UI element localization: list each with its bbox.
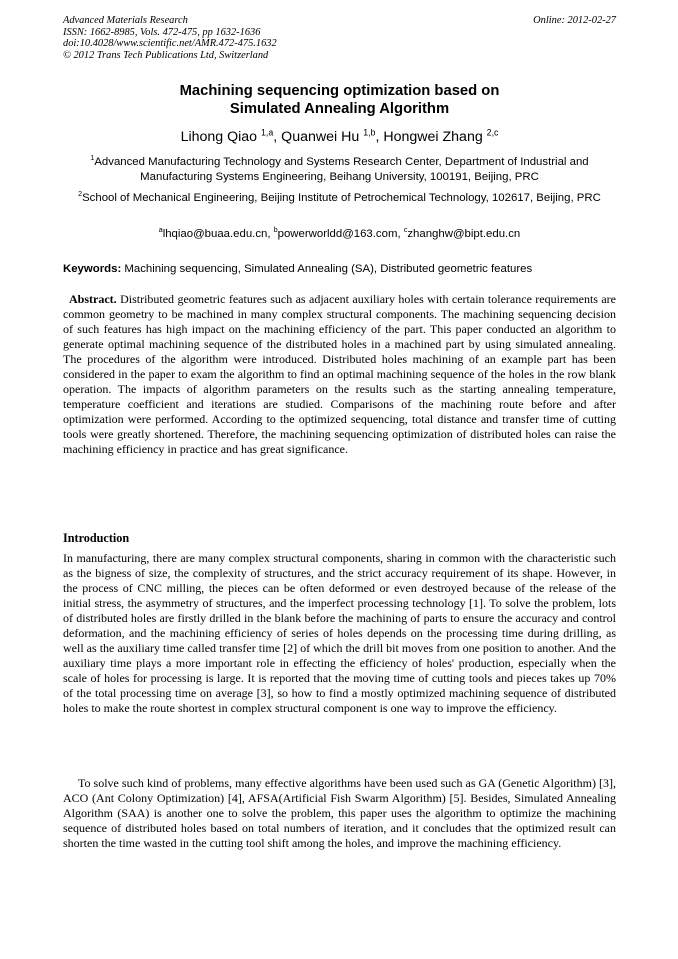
abstract-text: Distributed geometric features such as adjacent auxiliary holes with certain tolerance requirements are common geometry to be machined in many complex structural components. The machining sequencing decision of such features has high impact on the machining efficiency of the part. This paper conducted an algorithm to generate optimal machining sequence of the distributed holes in a machined part by using simulated annealing. The procedures of the algorithm were introduced. Distributed holes machining of an example part has been considered in the paper to exam the algorithm to find an optimal machining sequence of the holes in the row blank operation. The impacts of algorithm parameters on the results such as the starting annealing temperature, temperature coefficient and iterations are studied. Comparisons of the machining route before and after optimization were performed. According to the optimized sequencing, total distance and transfer time of cutting tools were greatly shortened. Therefore, the machining sequencing optimization of distributed holes can raise the machining efficiency in practice and has great significance. [63, 292, 616, 457]
author-affiliation-mark: 2,c [486, 127, 499, 138]
author-separator: , [375, 129, 380, 145]
journal-header [63, 15, 616, 61]
journal-copyright: © 2012 Trans Tech Publications Ltd, Switzerland [63, 49, 269, 61]
affiliation-text: Advanced Manufacturing Technology and Systems Research Center, Department of Industrial and Manufacturing Systems Engineering, Beihang University, 100191, Beijing, PRC [94, 156, 589, 184]
journal-name: Advanced Materials Research [63, 15, 188, 26]
author-name: Hongwei Zhang [383, 129, 483, 145]
author-emails [63, 227, 616, 242]
affiliation-1 [63, 155, 616, 185]
abstract [63, 292, 616, 458]
keywords-label: Keywords: [63, 263, 122, 275]
email-link[interactable]: zhanghw@bipt.edu.cn [407, 228, 521, 240]
section-heading-introduction: Introduction [63, 531, 130, 545]
journal-doi: doi:10.4028/www.scientific.net/AMR.472-475.1632 [63, 38, 277, 50]
email-mark: c [403, 227, 408, 235]
author-list [63, 128, 616, 146]
affiliation-text: School of Mechanical Engineering, Beijing Institute of Petrochemical Technology, 102617, Beijing, PRC [82, 192, 601, 204]
title-line-1: Machining sequencing optimization based on [179, 83, 500, 99]
introduction-paragraph-2: To solve such kind of problems, many effective algorithms have been used such as GA (Genetic Algorithm) [3], ACO (Ant Colony Optimization) [4], AFSA(Artificial Fish Swarm Algorithm) [5]. Besides, Simulated Annealing Algorithm (SAA) is another one to solve the problem, this paper uses the algorithm to optimize the machining sequence of distributed holes based on total numbers of iteration, and it concludes that the optimized result can shorten the time wasted in the cutting tool shift among the holes, and improve the machining efficiency. [63, 776, 616, 851]
email-separator: , [397, 228, 404, 240]
affiliation-2 [63, 191, 616, 206]
affiliation-mark: 1 [90, 155, 95, 163]
journal-issn: ISSN: 1662-8985, Vols. 472-475, pp 1632-1636 [63, 26, 261, 38]
email-mark: a [158, 227, 163, 235]
title-line-2: Simulated Annealing Algorithm [229, 101, 450, 117]
author-name: Lihong Qiao [180, 129, 258, 145]
author-separator: , [273, 129, 278, 145]
email-separator: , [267, 228, 274, 240]
introduction-paragraph-1: In manufacturing, there are many complex structural components, sharing in common with the characteristic such as the bigness of size, the complexity of structures, and the strict accuracy requirement of its shape. However, in the process of CNC milling, the pieces can be often deformed or even destroyed because of the release of the initial stress, the asymmetry of structures, and the imperfect processing technology [1]. To solve the problem, lots of distributed holes are firstly drilled in the blank before the machining of parts to ensure the accuracy and control deformation, and the machining efficiency of series of holes depends on the processing time during drilling, as well as the auxiliary time called transfer time [2] of which the drill bit moves from one position to another. And the auxiliary time plays a more important role in effecting the efficiency of holes' production, especially when the scale of holes for processing is large. It is reported that the moving time of cutting tools and pieces takes up 70% of the total processing time on average [3], so how to find a mostly optimized machining sequence of distributed holes to make the route shortest in complex structural component is one way to improve the efficiency. [63, 551, 616, 716]
author-affiliation-mark: 1,b [363, 127, 376, 138]
keywords-text: Machining sequencing, Simulated Annealing (SA), Distributed geometric features [124, 263, 533, 275]
author-affiliation-mark: 1,a [261, 127, 274, 138]
paper-title [63, 82, 616, 118]
email-mark: b [273, 227, 278, 235]
email-link[interactable]: lhqiao@buaa.edu.cn [162, 228, 268, 240]
online-date: Online: 2012-02-27 [533, 15, 616, 26]
email-link[interactable]: powerworldd@163.com [277, 228, 398, 240]
keywords [63, 262, 616, 277]
abstract-label: Abstract. [69, 292, 117, 306]
affiliation-mark: 2 [78, 191, 83, 199]
author-name: Quanwei Hu [281, 129, 360, 145]
